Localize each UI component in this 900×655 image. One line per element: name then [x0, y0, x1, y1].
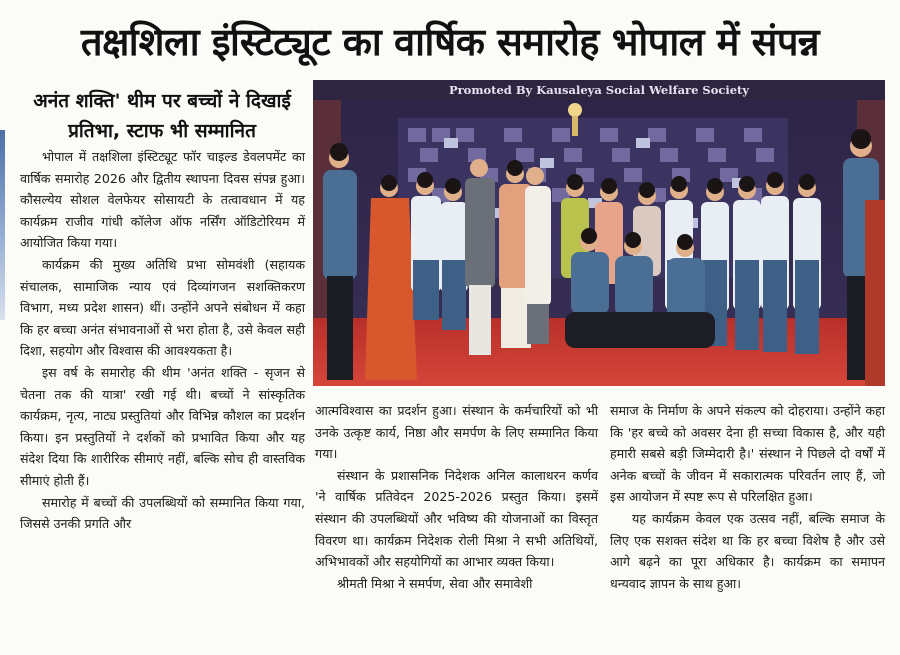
article-headline: तक्षशिला इंस्टिट्यूट का वार्षिक समारोह भोपाल में संपन्न [80, 20, 820, 64]
article-column-3 [610, 400, 885, 594]
paragraph: समाज के निर्माण के अपने संकल्प को दोहराया। उन्होंने कहा कि 'हर बच्चे को अवसर देना ही सच्चा विकास है, और यही हमारी सबसे बड़ी जिम्मेदारी है।' संस्थान ने पिछले दो वर्षों में अनेक बच्चों के जीवन में सकारात्मक परिवर्तन लाए हैं, जो इस आयोजन में स्पष्ट रूप से परिलक्षित हुआ। [610, 403, 885, 505]
paragraph: आत्मविश्वास का प्रदर्शन हुआ। संस्थान के कर्मचारियों को भी उनके उत्कृष्ट कार्य, निष्ठा और समर्पण के लिए सम्मानित किया गया। [315, 403, 598, 462]
page-edge-decoration [0, 130, 5, 320]
photo-banner-text: Promoted By Kausaleya Social Welfare Society [313, 80, 885, 100]
paragraph: समारोह में बच्चों की उपलब्धियों को सम्मानित किया गया, जिससे उनकी प्रगति और [20, 494, 305, 532]
group-photo-illustration [313, 80, 885, 386]
article-column-2 [315, 400, 598, 594]
paragraph: इस वर्ष के समारोह की थीम 'अनंत शक्ति - सृजन से चेतना तक की यात्रा' रखी गई थी। बच्चों ने सांस्कृतिक कार्यक्रम, नृत्य, नाट्य प्रस्तुतियां और विभिन्न कौशल का प्रदर्शन किया। इन प्रस्तुतियों ने दर्शकों को प्रभावित किया और यह संदेश दिया कि शारीरिक सीमाएं नहीं, बल्कि सोच ही वास्तविक सीमाएं होती हैं। [20, 364, 305, 488]
article-subheadline [20, 86, 304, 146]
paragraph: कार्यक्रम की मुख्य अतिथि प्रभा सोमवंशी (सहायक संचालक, सामाजिक न्याय एवं दिव्यांगजन सशक्तिकरण विभाग, मध्य प्रदेश शासन) थीं। उन्होंने अपने संबोधन में कहा कि हर बच्चा अनंत संभावनाओं से भरा होता है, उसे केवल सही दिशा, सहयोग और विश्वास की आवश्यकता है। [20, 256, 305, 359]
group-photo [313, 80, 885, 386]
article-column-1 [20, 146, 305, 535]
paragraph: भोपाल में तक्षशिला इंस्टिट्यूट फॉर चाइल्ड डेवलपमेंट का वार्षिक समारोह 2026 और द्वितीय स्थापना दिवस संपन्न हुआ। कौसल्येय सोशल वेलफेयर सोसायटी के तत्वावधान में यह कार्यक्रम राजीव गांधी कॉलेज ऑफ नर्सिंग ऑडिटोरियम में आयोजित किया गया। [20, 149, 305, 251]
paragraph: यह कार्यक्रम केवल एक उत्सव नहीं, बल्कि समाज के लिए एक सशक्त संदेश था कि हर बच्चा विशेष है और उसे आगे बढ़ने का पूरा अधिकार है। कार्यक्रम का समापन धन्यवाद ज्ञापन के साथ हुआ। [610, 510, 885, 591]
subheadline-line-1: अनंत शक्ति' थीम पर बच्चों ने दिखाई [33, 90, 291, 112]
subheadline-line-2: प्रतिभा, स्टाफ भी सम्मानित [68, 120, 256, 142]
paragraph: संस्थान के प्रशासनिक निदेशक अनिल कालाधरन कर्णव 'ने वार्षिक प्रतिवेदन 2025-2026 प्रस्तुत किया। इसमें संस्थान की उपलब्धियों और भविष्य की योजनाओं का विस्तृत विवरण था। कार्यक्रम निदेशक रोली मिश्रा ने सभी अतिथियों, अभिभावकों और सहयोगियों का आभार व्यक्त किया। [315, 467, 598, 570]
paragraph: श्रीमती मिश्रा ने समर्पण, सेवा और समावेशी [337, 575, 533, 591]
people-kneeling [565, 228, 715, 348]
